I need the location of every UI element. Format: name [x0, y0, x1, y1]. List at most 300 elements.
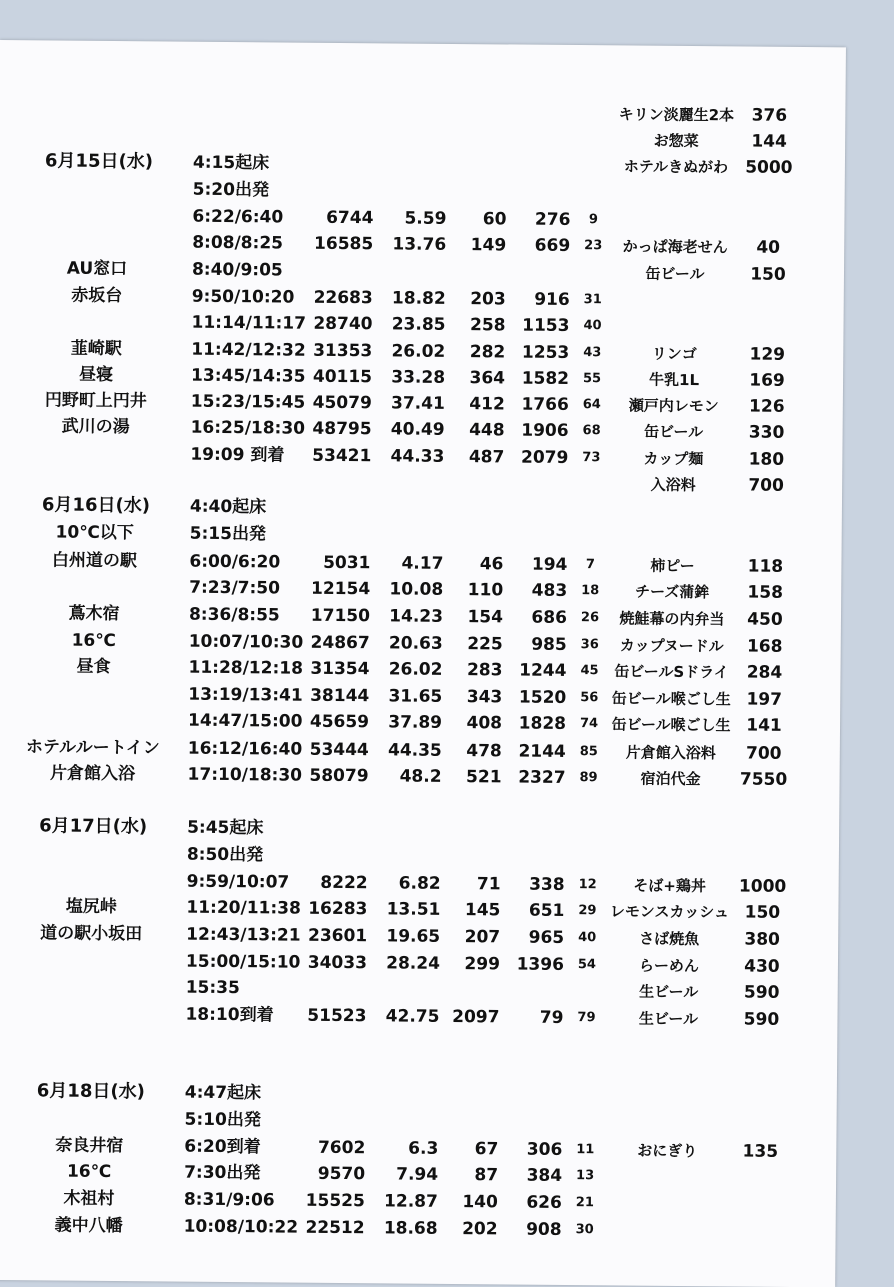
time-cell: [190, 468, 320, 469]
minutes: 64: [575, 392, 609, 418]
time-cell: [193, 124, 323, 125]
kcal: [449, 152, 507, 153]
row-label: 韮崎駅: [11, 335, 181, 362]
time-cell: 4:40起床: [190, 494, 320, 521]
time-cell: 7:30出発: [184, 1160, 314, 1187]
row-label: 10℃以下: [10, 519, 180, 546]
expense-item: [608, 497, 738, 498]
expense-item: [611, 180, 741, 181]
expense-cost: [731, 1084, 791, 1085]
distance-km: 44.35: [372, 737, 442, 764]
expense-item: カップヌードル: [607, 632, 737, 659]
distance-m: 22512: [290, 1215, 365, 1242]
kcal: 343: [444, 684, 502, 711]
cumulative: [509, 100, 571, 101]
kcal: [449, 126, 507, 127]
kcal: 408: [444, 710, 502, 737]
time-cell: 15:35: [186, 975, 316, 1002]
distance-km: 18.82: [376, 285, 446, 312]
row-label: 蔦木宿: [9, 600, 179, 627]
expense-cost: 168: [735, 633, 795, 660]
row-label: 奈良井宿: [4, 1132, 174, 1159]
time-cell: 7:23/7:50: [189, 575, 319, 602]
distance-km: 42.75: [369, 1003, 439, 1030]
distance-km: [369, 1108, 439, 1109]
distance-km: 20.63: [373, 630, 443, 657]
expense-cost: 169: [737, 367, 797, 394]
distance-m: 45079: [297, 390, 372, 417]
expense-item: らーめん: [604, 952, 734, 979]
kcal: [446, 496, 504, 497]
expense-cost: 118: [735, 553, 795, 580]
log-sheet: [0, 40, 846, 1287]
cumulative: 669: [508, 232, 570, 259]
time-cell: 5:15出発: [190, 521, 320, 548]
expense-item: 焼鮭幕の内弁当: [607, 605, 737, 632]
kcal: 258: [447, 312, 505, 339]
distance-km: 6.3: [368, 1135, 438, 1162]
kcal: 299: [442, 951, 500, 978]
expense-item: レモンスカッシュ: [604, 898, 734, 925]
distance-m: 45659: [294, 709, 369, 736]
distance-m: 53421: [296, 443, 371, 470]
expense-item: 牛乳1L: [609, 366, 739, 393]
expense-cost: 126: [737, 393, 797, 420]
expense-cost: 40: [738, 234, 798, 261]
cumulative: 338: [503, 871, 565, 898]
distance-m: [299, 99, 374, 100]
minutes: 74: [572, 711, 606, 737]
cumulative: 965: [502, 924, 564, 951]
kcal: 154: [445, 604, 503, 631]
cumulative: [502, 977, 564, 978]
cumulative: 79: [501, 1004, 563, 1031]
distance-km: 14.23: [373, 603, 443, 630]
expense-item: 柿ピー: [607, 552, 737, 579]
distance-m: [299, 125, 374, 126]
distance-km: 7.94: [368, 1161, 438, 1188]
minutes: 23: [576, 233, 610, 259]
row-label: 道の駅小坂田: [6, 920, 176, 947]
expense-cost: 430: [732, 953, 792, 980]
expense-cost: 7550: [733, 766, 793, 793]
expense-item: チーズ蒲鉾: [607, 578, 737, 605]
expense-cost: 590: [732, 979, 792, 1006]
minutes: 18: [573, 578, 607, 604]
cumulative: 384: [500, 1162, 562, 1189]
row-label: 塩尻峠: [6, 893, 176, 920]
minutes: 40: [570, 925, 604, 951]
expense-item: 瀬戸内レモン: [609, 392, 739, 419]
expense-item: カップ麺: [608, 445, 738, 472]
time-cell: 18:10到着: [185, 1002, 315, 1029]
kcal: 2097: [441, 1004, 499, 1031]
distance-km: 26.02: [375, 338, 445, 365]
kcal: 60: [448, 206, 506, 233]
distance-km: 26.02: [372, 656, 442, 683]
row-label: 片倉館入浴: [7, 760, 177, 787]
time-cell: 11:20/11:38: [186, 895, 316, 922]
distance-km: [377, 178, 447, 179]
row-label: 円野町上円井: [11, 387, 181, 414]
distance-km: [374, 495, 444, 496]
cumulative: [501, 1082, 563, 1083]
cumulative: 306: [500, 1136, 562, 1163]
cumulative: 2327: [503, 764, 565, 791]
expense-cost: 197: [734, 686, 794, 713]
time-cell: 8:31/9:06: [184, 1187, 314, 1214]
distance-km: 10.08: [373, 576, 443, 603]
cumulative: 686: [505, 604, 567, 631]
kcal: 67: [440, 1136, 498, 1163]
expense-item: 缶ビール: [608, 418, 738, 445]
time-cell: 14:47/15:00: [188, 708, 318, 735]
distance-m: 38144: [294, 683, 369, 710]
expense-item: ホテルきぬがわ: [611, 153, 741, 180]
expense-item: 缶ビールSドライ: [606, 658, 736, 685]
expense-item: 生ビール: [603, 1005, 733, 1032]
date-heading: 6月18日(水): [37, 1078, 187, 1105]
expense-cost: [736, 498, 796, 499]
distance-m: 5031: [295, 550, 370, 577]
expense-cost: 150: [738, 261, 798, 288]
distance-km: [377, 99, 447, 100]
minutes: 68: [574, 418, 608, 444]
kcal: [443, 844, 501, 845]
distance-m: 6744: [298, 205, 373, 232]
expense-cost: [739, 181, 799, 182]
expense-item: おにぎり: [602, 1137, 732, 1164]
kcal: 521: [443, 764, 501, 791]
minutes: 13: [568, 1163, 602, 1189]
minutes: 30: [568, 1217, 602, 1243]
time-cell: 4:47起床: [185, 1080, 315, 1107]
minutes: 55: [575, 366, 609, 392]
kcal: 87: [440, 1162, 498, 1189]
distance-m: 8222: [293, 870, 368, 897]
cumulative: 1766: [507, 391, 569, 418]
expense-cost: [733, 846, 793, 847]
time-cell: 5:10出発: [184, 1107, 314, 1134]
cumulative: [506, 470, 568, 471]
expense-item: [605, 818, 735, 819]
expense-cost: 1000: [733, 873, 793, 900]
expense-item: [608, 524, 738, 525]
expense-item: [605, 845, 735, 846]
expense-cost: 590: [731, 1006, 791, 1033]
kcal: 110: [445, 577, 503, 604]
time-cell: 10:08/10:22: [184, 1214, 314, 1241]
kcal: [441, 1109, 499, 1110]
expense-item: [603, 1110, 733, 1111]
minutes: 36: [573, 632, 607, 658]
distance-m: 53444: [294, 737, 369, 764]
minutes: 56: [572, 685, 606, 711]
expense-item: そば+鶏丼: [605, 872, 735, 899]
expense-item: 缶ビール喉ごし生: [606, 685, 736, 712]
distance-km: 12.87: [368, 1188, 438, 1215]
cumulative: 908: [500, 1216, 562, 1243]
distance-km: [374, 522, 444, 523]
kcal: 225: [445, 631, 503, 658]
minutes: 45: [572, 658, 606, 684]
minutes: 85: [572, 739, 606, 765]
time-cell: 8:50出発: [187, 842, 317, 869]
distance-m: [296, 469, 371, 470]
row-label: 昼食: [8, 653, 178, 680]
time-cell: 8:40/9:05: [192, 257, 322, 284]
expense-cost: 380: [732, 926, 792, 953]
expense-cost: [730, 1218, 790, 1219]
expense-cost: [739, 208, 799, 209]
row-label: 木祖村: [4, 1185, 174, 1212]
distance-km: 37.41: [375, 390, 445, 417]
distance-km: 13.76: [376, 231, 446, 258]
expense-cost: 150: [732, 899, 792, 926]
expense-cost: [736, 525, 796, 526]
time-cell: 5:45起床: [187, 815, 317, 842]
minutes: 29: [570, 898, 604, 924]
cumulative: 276: [508, 206, 570, 233]
expense-cost: 141: [734, 712, 794, 739]
distance-km: 23.85: [375, 311, 445, 338]
distance-m: 16585: [298, 231, 373, 258]
time-cell: 5:20出発: [193, 177, 323, 204]
distance-km: 18.68: [368, 1215, 438, 1242]
cumulative: 1153: [507, 312, 569, 339]
expense-cost: [738, 288, 798, 289]
cumulative: [503, 844, 565, 845]
expense-cost: 180: [736, 446, 796, 473]
time-cell: 16:25/18:30: [191, 415, 321, 442]
distance-km: [376, 258, 446, 259]
minutes: 9: [576, 207, 610, 233]
distance-km: 33.28: [375, 364, 445, 391]
distance-km: 13.51: [370, 896, 440, 923]
distance-km: [369, 1081, 439, 1082]
date-heading: 6月17日(水): [39, 813, 189, 840]
kcal: 203: [448, 286, 506, 313]
expense-item: リンゴ: [609, 340, 739, 367]
distance-m: 17150: [295, 603, 370, 630]
time-cell: 16:12/16:40: [188, 736, 318, 763]
kcal: 487: [446, 444, 504, 471]
row-label: 16℃: [9, 627, 179, 654]
cumulative: 1244: [504, 657, 566, 684]
expense-item: [610, 287, 740, 288]
distance-km: 19.65: [370, 923, 440, 950]
kcal: 46: [445, 551, 503, 578]
time-cell: 12:43/13:21: [186, 922, 316, 949]
expense-cost: 284: [734, 659, 794, 686]
expense-item: 片倉館入浴料: [606, 739, 736, 766]
row-label: 義中八幡: [4, 1212, 174, 1239]
expense-item: 宿泊代金: [605, 765, 735, 792]
row-label: 16℃: [4, 1158, 174, 1185]
expense-item: 生ビール: [604, 978, 734, 1005]
kcal: 145: [442, 897, 500, 924]
expense-cost: [731, 1111, 791, 1112]
distance-km: 4.17: [373, 550, 443, 577]
kcal: 412: [447, 391, 505, 418]
distance-m: 31353: [297, 338, 372, 365]
distance-km: 6.82: [371, 870, 441, 897]
expense-cost: 700: [734, 740, 794, 767]
minutes: 40: [575, 313, 609, 339]
distance-m: 48795: [297, 416, 372, 443]
minutes: 7: [573, 552, 607, 578]
distance-km: 31.65: [372, 683, 442, 710]
time-cell: 6:00/6:20: [189, 549, 319, 576]
kcal: [448, 259, 506, 260]
cumulative: 1253: [507, 339, 569, 366]
distance-m: 28740: [297, 311, 372, 338]
time-cell: 10:07/10:30: [189, 629, 319, 656]
distance-km: 5.59: [376, 205, 446, 232]
time-cell: 6:20到着: [184, 1134, 314, 1161]
distance-m: 12154: [295, 576, 370, 603]
minutes: 21: [568, 1190, 602, 1216]
kcal: [442, 977, 500, 978]
kcal: [441, 1082, 499, 1083]
kcal: 207: [442, 924, 500, 951]
cumulative: 626: [500, 1189, 562, 1216]
expense-cost: 5000: [739, 154, 799, 181]
row-label: AU窓口: [12, 255, 182, 282]
distance-m: 24867: [295, 630, 370, 657]
cumulative: 483: [505, 577, 567, 604]
cumulative: 1520: [504, 684, 566, 711]
time-cell: 11:42/12:32: [191, 337, 321, 364]
time-cell: 13:45/14:35: [191, 363, 321, 390]
expense-item: [602, 1190, 732, 1191]
distance-m: 22683: [298, 285, 373, 312]
row-label: 武川の湯: [11, 413, 181, 440]
distance-m: 34033: [292, 950, 367, 977]
date-heading: 6月15日(水): [45, 148, 195, 175]
cumulative: 194: [505, 551, 567, 578]
expense-cost: [733, 819, 793, 820]
time-cell: 4:15起床: [193, 150, 323, 177]
distance-km: 37.89: [372, 709, 442, 736]
expense-cost: [730, 1164, 790, 1165]
expense-cost: 144: [739, 128, 799, 155]
time-cell: 17:10/18:30: [187, 762, 317, 789]
kcal: [446, 470, 504, 471]
cumulative: [506, 523, 568, 524]
cumulative: 1396: [502, 951, 564, 978]
minutes: 89: [571, 765, 605, 791]
distance-m: 9570: [290, 1161, 365, 1188]
expense-cost: 330: [736, 419, 796, 446]
cumulative: [508, 259, 570, 260]
expense-item: [610, 313, 740, 314]
minutes: 79: [569, 1005, 603, 1031]
kcal: 448: [447, 417, 505, 444]
time-cell: 9:59/10:07: [187, 869, 317, 896]
expense-item: かっぱ海老せん: [610, 233, 740, 260]
expense-item: さば焼魚: [604, 925, 734, 952]
distance-km: 48.2: [371, 763, 441, 790]
cumulative: 2079: [506, 444, 568, 471]
distance-m: 40115: [297, 364, 372, 391]
time-cell: 19:09 到着: [190, 442, 320, 469]
time-cell: 6:22/6:40: [192, 204, 322, 231]
distance-m: 7602: [290, 1135, 365, 1162]
kcal: 283: [444, 657, 502, 684]
row-label: ホテルルートイン: [8, 734, 178, 761]
distance-m: 31354: [294, 656, 369, 683]
cumulative: 916: [508, 286, 570, 313]
expense-item: お惣菜: [611, 127, 741, 154]
distance-m: 23601: [292, 923, 367, 950]
minutes: 43: [575, 340, 609, 366]
minutes: 11: [568, 1137, 602, 1163]
date-heading: 6月16日(水): [42, 492, 192, 519]
expense-item: [603, 1083, 733, 1084]
cumulative: 2144: [504, 738, 566, 765]
cumulative: 1828: [504, 710, 566, 737]
cumulative: [501, 1109, 563, 1110]
expense-cost: [730, 1191, 790, 1192]
time-cell: 8:08/8:25: [192, 230, 322, 257]
kcal: 282: [447, 339, 505, 366]
cumulative: [506, 496, 568, 497]
kcal: 71: [443, 871, 501, 898]
minutes: 26: [573, 605, 607, 631]
kcal: [449, 179, 507, 180]
expense-item: キリン淡麗生2本: [611, 101, 741, 128]
cumulative: 1582: [507, 365, 569, 392]
row-label: 白州道の駅: [9, 547, 179, 574]
kcal: 149: [448, 232, 506, 259]
cumulative: 985: [505, 631, 567, 658]
expense-item: 入浴料: [608, 471, 738, 498]
expense-cost: 450: [735, 606, 795, 633]
expense-cost: 376: [739, 102, 799, 129]
kcal: 202: [440, 1216, 498, 1243]
cumulative: 651: [502, 897, 564, 924]
minutes: 54: [570, 952, 604, 978]
distance-km: [370, 976, 440, 977]
minutes: 73: [574, 445, 608, 471]
distance-m: 58079: [293, 763, 368, 790]
expense-item: 缶ビール喉ごし生: [606, 711, 736, 738]
minutes: 12: [571, 872, 605, 898]
minutes: 31: [576, 287, 610, 313]
time-cell: 13:19/13:41: [188, 682, 318, 709]
distance-km: 28.24: [370, 950, 440, 977]
kcal: [449, 100, 507, 101]
time-cell: 11:14/11:17: [191, 310, 321, 337]
expense-cost: [738, 314, 798, 315]
time-cell: 15:23/15:45: [191, 389, 321, 416]
distance-km: [377, 151, 447, 152]
distance-m: 51523: [291, 1003, 366, 1030]
distance-km: [374, 469, 444, 470]
kcal: 140: [440, 1189, 498, 1216]
cumulative: [509, 179, 571, 180]
row-label: 昼寝: [11, 361, 181, 388]
kcal: [443, 817, 501, 818]
time-cell: 15:00/15:10: [186, 949, 316, 976]
distance-km: 40.49: [375, 416, 445, 443]
expense-cost: 158: [735, 579, 795, 606]
distance-m: 15525: [290, 1188, 365, 1215]
time-cell: 11:28/12:18: [188, 655, 318, 682]
distance-km: [371, 843, 441, 844]
distance-km: [371, 816, 441, 817]
